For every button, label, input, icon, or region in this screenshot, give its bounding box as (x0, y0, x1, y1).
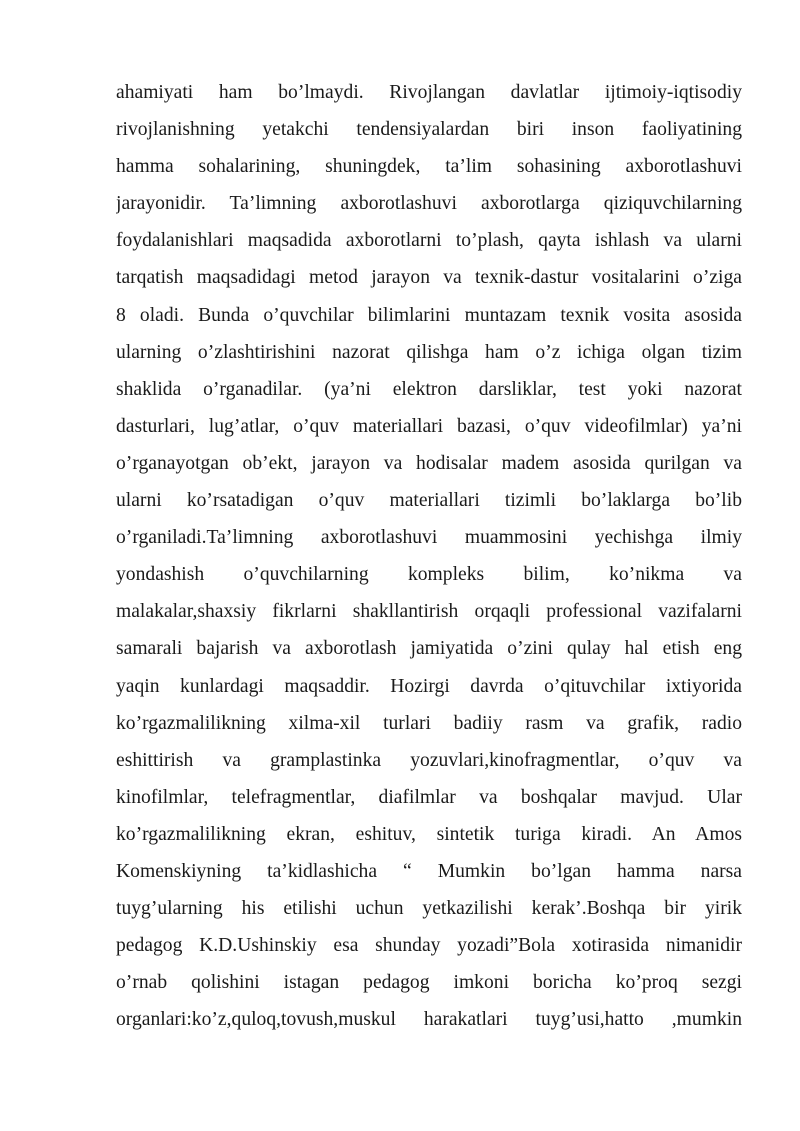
text-line: yaqin kunlardagi maqsaddir. Hozirgi davrda o’qituvchilar ixtiyorida (116, 675, 742, 697)
text-line: ko’rgazmalilikning xilma-xil turlari badiiy rasm va grafik, radio (116, 712, 742, 734)
text-line: o’rganiladi.Ta’limning axborotlashuvi muammosini yechishga ilmiy (116, 527, 742, 549)
text-line: tarqatish maqsadidagi metod jarayon va texnik-dastur vositalarini o’ziga (116, 267, 742, 289)
text-line: ularning o’zlashtirishini nazorat qilishga ham o’z ichiga olgan tizim (116, 341, 742, 363)
text-line: jarayonidir. Ta’limning axborotlashuvi axborotlarga qiziquvchilarning (116, 193, 742, 215)
text-line: foydalanishlari maqsadida axborotlarni to’plash, qayta ishlash va ularni (116, 230, 742, 252)
text-line: organlari:ko’z,quloq,tovush,muskul harakatlari tuyg’usi,hatto ,mumkin (116, 1009, 742, 1031)
text-line: 8 oladi. Bunda o’quvchilar bilimlarini muntazam texnik vosita asosida (116, 304, 742, 326)
text-line: o’rnab qolishini istagan pedagog imkoni boricha ko’proq sezgi (116, 972, 742, 994)
text-line: o’rganayotgan ob’ekt, jarayon va hodisalar madem asosida qurilgan va (116, 452, 742, 474)
text-line: pedagog K.D.Ushinskiy esa shunday yozadi”Bola xotirasida nimanidir (116, 935, 742, 957)
text-line: Komenskiyning ta’kidlashicha “ Mumkin bo’lgan hamma narsa (116, 860, 742, 882)
text-line: ularni ko’rsatadigan o’quv materiallari tizimli bo’laklarga bo’lib (116, 490, 742, 512)
text-line: tuyg’ularning his etilishi uchun yetkazilishi kerak’.Boshqa bir yirik (116, 898, 742, 920)
text-line: dasturlari, lug’atlar, o’quv materiallari bazasi, o’quv videofilmlar) ya’ni (116, 415, 742, 437)
text-line: ahamiyati ham bo’lmaydi. Rivojlangan davlatlar ijtimoiy-iqtisodiy (116, 82, 742, 103)
text-line: malakalar,shaxsiy fikrlarni shakllantirish orqaqli professional vazifalarni (116, 601, 742, 623)
text-line: shaklida o’rganadilar. (ya’ni elektron darsliklar, test yoki nazorat (116, 378, 742, 400)
body-paragraph (116, 74, 742, 1038)
text-line: yondashish o’quvchilarning kompleks bilim, ko’nikma va (116, 564, 742, 586)
document-page (116, 74, 742, 1038)
text-line: hamma sohalarining, shuningdek, ta’lim sohasining axborotlashuvi (116, 156, 742, 178)
text-line: samarali bajarish va axborotlash jamiyatida o’zini qulay hal etish eng (116, 638, 742, 660)
text-line: rivojlanishning yetakchi tendensiyalardan biri inson faoliyatining (116, 119, 742, 141)
text-line: ko’rgazmalilikning ekran, eshituv, sintetik turiga kiradi. An Amos (116, 823, 742, 845)
text-line: eshittirish va gramplastinka yozuvlari,kinofragmentlar, o’quv va (116, 749, 742, 771)
text-line: kinofilmlar, telefragmentlar, diafilmlar va boshqalar mavjud. Ular (116, 786, 742, 808)
